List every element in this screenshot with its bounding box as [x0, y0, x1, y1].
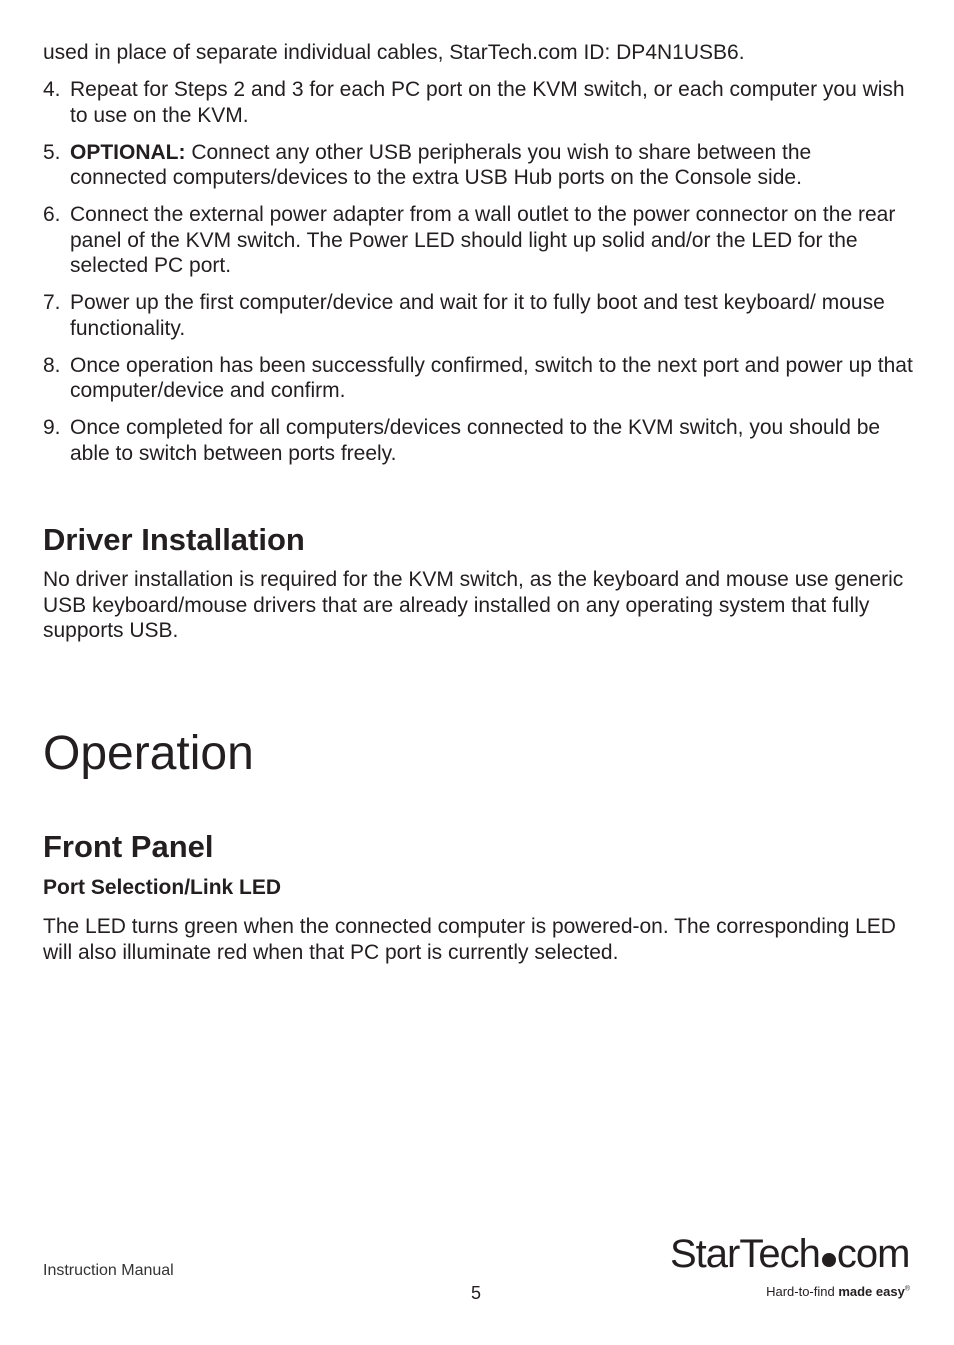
step-text: Connect the external power adapter from a wall outlet to the power connector on the rear panel of the KVM switch. The Power LED should light up solid and/or the LED for the selected PC port.: [70, 203, 896, 277]
operation-heading: Operation: [43, 727, 254, 780]
logo-wordmark: [670, 1232, 912, 1276]
logo-text-main: StarTech: [670, 1232, 820, 1276]
steps-list: [43, 77, 913, 478]
step-text: Repeat for Steps 2 and 3 for each PC port on the KVM switch, or each computer you wish to use on the KVM.: [70, 78, 905, 127]
step-number: 4.: [43, 78, 61, 101]
driver-installation-text: No driver installation is required for the KVM switch, as the keyboard and mouse use generic USB keyboard/mouse drivers that are already installed on any operating system that fully supports USB.: [43, 568, 904, 642]
logo-text-com: com: [836, 1232, 910, 1276]
tagline-bold: made easy: [838, 1284, 905, 1299]
logo-tagline: [766, 1284, 910, 1299]
list-item: [43, 353, 913, 404]
front-panel-text: The LED turns green when the connected computer is powered-on. The corresponding LED will also illuminate red when that PC port is currently selected.: [43, 915, 896, 964]
step-text: Once operation has been successfully confirmed, switch to the next port and power up that computer/device and confirm.: [70, 353, 913, 402]
step-text: Power up the first computer/device and wait for it to fully boot and test keyboard/ mouse functionality.: [70, 291, 885, 340]
step-number: 8.: [43, 353, 61, 377]
list-item: [43, 77, 913, 128]
tagline-plain: Hard-to-find: [766, 1284, 839, 1299]
logo-dot-icon: [822, 1253, 836, 1267]
list-item: [43, 202, 913, 279]
page-number: 5: [471, 1283, 482, 1303]
port-selection-subheading: Port Selection/Link LED: [43, 876, 282, 899]
list-item: [43, 415, 913, 466]
list-item: [43, 290, 913, 341]
step-number: 9.: [43, 416, 61, 439]
step-number: 6.: [43, 203, 61, 226]
step-bold-label: OPTIONAL:: [70, 140, 186, 164]
front-panel-heading: Front Panel: [43, 829, 214, 864]
step-text: Once completed for all computers/devices connected to the KVM switch, you should be able to switch between ports freely.: [70, 416, 881, 465]
list-item: [43, 140, 913, 191]
step-number: 7.: [43, 291, 61, 314]
footer-manual-label: Instruction Manual: [43, 1262, 174, 1279]
step-number: 5.: [43, 140, 61, 164]
continuation-text: used in place of separate individual cables, StarTech.com ID: DP4N1USB6.: [43, 41, 745, 64]
registered-mark: ®: [904, 1285, 910, 1293]
startech-logo: [670, 1232, 912, 1304]
driver-installation-heading: Driver Installation: [43, 522, 305, 557]
step-text: Connect any other USB peripherals you wish to share between the connected computers/devices to the extra USB Hub ports on the Console side.: [70, 140, 812, 189]
